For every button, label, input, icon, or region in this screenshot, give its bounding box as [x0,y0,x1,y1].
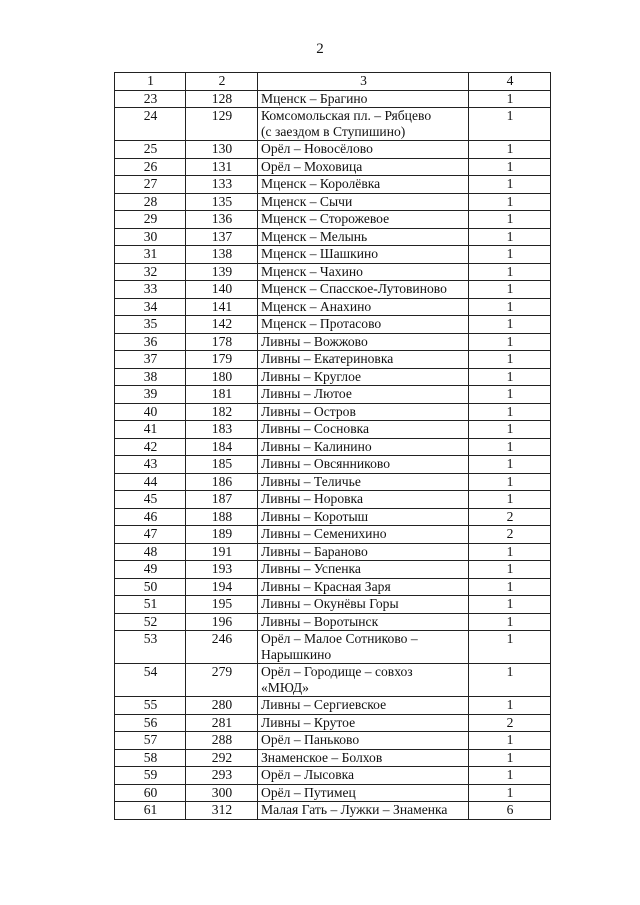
table-row [115,784,551,802]
row-number-cell: 57 [115,732,186,750]
row-number-cell: 45 [115,491,186,509]
vehicle-count-cell: 1 [469,228,551,246]
vehicle-count-cell: 2 [469,526,551,544]
table-row [115,158,551,176]
row-number-cell: 28 [115,193,186,211]
table-row [115,613,551,631]
vehicle-count-cell: 1 [469,473,551,491]
route-name-cell [258,664,469,697]
route-number-cell: 195 [186,596,258,614]
row-number-cell: 53 [115,631,186,664]
route-number-cell: 187 [186,491,258,509]
route-number-cell: 130 [186,141,258,159]
route-name-line: Орёл – Путимец [261,784,356,800]
route-name-cell [258,368,469,386]
route-name-line: Ливны – Остров [261,403,356,419]
vehicle-count-cell: 1 [469,491,551,509]
vehicle-count-cell: 1 [469,456,551,474]
vehicle-count-cell: 1 [469,211,551,229]
row-number-cell: 52 [115,613,186,631]
route-name-line: Ливны – Семенихино [261,526,387,541]
row-number-cell: 29 [115,211,186,229]
row-number-cell: 25 [115,141,186,159]
vehicle-count-cell: 1 [469,578,551,596]
table-row [115,508,551,526]
route-number-cell: 141 [186,298,258,316]
route-number-cell: 179 [186,351,258,369]
route-number-cell: 188 [186,508,258,526]
route-name-line: Орёл – Новосёлово [261,141,373,156]
route-name-line: Ливны – Окунёвы Горы [261,596,399,611]
route-name-line: Мценск – Сычи [261,193,353,209]
route-name-line: Ливны – Коротыш [261,508,369,524]
route-name-line: Орёл – Лысовка [261,767,355,782]
route-number-cell: 194 [186,578,258,596]
vehicle-count-cell: 1 [469,176,551,194]
row-number-cell: 43 [115,456,186,474]
route-name-line: Мценск – Спасское-Лутовиново [261,281,447,296]
table-row [115,228,551,246]
route-name-cell [258,631,469,664]
route-name-cell [258,108,469,141]
route-name-line: Ливны – Овсянниково [261,456,391,471]
route-name-line: Ливны – Круглое [261,368,362,384]
route-name-cell [258,613,469,631]
table-row [115,438,551,456]
route-number-cell: 196 [186,613,258,631]
route-name-line: Ливны – Бараново [261,543,368,559]
row-number-cell: 61 [115,802,186,820]
route-number-cell: 193 [186,561,258,579]
route-number-cell: 186 [186,473,258,491]
table-row [115,596,551,614]
route-number-cell: 128 [186,90,258,108]
route-name-cell [258,473,469,491]
table-row [115,473,551,491]
row-number-cell: 37 [115,351,186,369]
vehicle-count-cell: 1 [469,403,551,421]
table-row [115,108,551,141]
row-number-cell: 41 [115,421,186,439]
row-number-cell: 33 [115,281,186,299]
row-number-cell: 35 [115,316,186,334]
vehicle-count-cell: 1 [469,767,551,785]
vehicle-count-cell: 1 [469,281,551,299]
route-name-cell [258,193,469,211]
route-name-cell [258,578,469,596]
table-row [115,456,551,474]
route-name-line: Ливны – Екатериновка [261,351,394,366]
route-name-cell [258,333,469,351]
route-number-cell: 293 [186,767,258,785]
table-row [115,403,551,421]
route-number-cell: 133 [186,176,258,194]
route-name-cell [258,403,469,421]
row-number-cell: 55 [115,697,186,715]
route-number-cell: 312 [186,802,258,820]
vehicle-count-cell: 2 [469,714,551,732]
table-row [115,368,551,386]
route-name-line: Мценск – Протасово [261,316,382,331]
route-name-line: Малая Гать – Лужки – Знаменка [261,802,448,817]
route-name-cell [258,596,469,614]
vehicle-count-cell: 1 [469,732,551,750]
vehicle-count-cell: 1 [469,386,551,404]
route-name-line: Ливны – Норовка [261,491,363,506]
row-number-cell: 47 [115,526,186,544]
route-number-cell: 182 [186,403,258,421]
route-name-line: Мценск – Шашкино [261,246,379,261]
row-number-cell: 24 [115,108,186,141]
route-name-cell [258,561,469,579]
table-row [115,351,551,369]
route-name-line: Ливны – Теличье [261,473,361,489]
route-number-cell: 300 [186,784,258,802]
vehicle-count-cell: 1 [469,561,551,579]
row-number-cell: 27 [115,176,186,194]
row-number-cell: 54 [115,664,186,697]
route-number-cell: 191 [186,543,258,561]
vehicle-count-cell: 1 [469,664,551,697]
table-row [115,211,551,229]
row-number-cell: 56 [115,714,186,732]
table-row [115,631,551,664]
vehicle-count-cell: 1 [469,697,551,715]
route-number-cell: 292 [186,749,258,767]
table-row [115,193,551,211]
table-row [115,298,551,316]
row-number-cell: 23 [115,90,186,108]
table-row [115,281,551,299]
vehicle-count-cell: 1 [469,438,551,456]
route-name-cell [258,158,469,176]
route-number-cell: 142 [186,316,258,334]
route-number-cell: 136 [186,211,258,229]
route-name-line: Ливны – Успенка [261,561,361,576]
row-number-cell: 59 [115,767,186,785]
route-name-cell [258,298,469,316]
row-number-cell: 48 [115,543,186,561]
table-row [115,749,551,767]
vehicle-count-cell: 2 [469,508,551,526]
route-number-cell: 246 [186,631,258,664]
vehicle-count-cell: 1 [469,90,551,108]
vehicle-count-cell: 1 [469,316,551,334]
vehicle-count-cell: 1 [469,333,551,351]
route-name-cell [258,211,469,229]
route-name-cell [258,141,469,159]
row-number-cell: 42 [115,438,186,456]
route-name-line: Орёл – Малое Сотниково – [261,631,418,646]
table-header-row [115,73,551,91]
route-name-cell [258,316,469,334]
vehicle-count-cell: 1 [469,368,551,386]
route-name-cell [258,526,469,544]
vehicle-count-cell: 1 [469,108,551,141]
table-row [115,333,551,351]
table-row [115,543,551,561]
table-row [115,316,551,334]
table-row [115,176,551,194]
header-cell-2: 2 [186,73,258,91]
route-name-cell [258,263,469,281]
table-row [115,263,551,281]
table-row [115,561,551,579]
route-number-cell: 129 [186,108,258,141]
route-name-line: Ливны – Вожжово [261,333,368,349]
row-number-cell: 38 [115,368,186,386]
route-name-cell [258,491,469,509]
vehicle-count-cell: 1 [469,158,551,176]
route-name-line: Мценск – Сторожевое [261,211,390,226]
route-name-cell [258,90,469,108]
table-row [115,90,551,108]
table-row [115,246,551,264]
route-name-cell [258,438,469,456]
route-name-line: Комсомольская пл. – Рябцево [261,108,432,123]
route-number-cell: 138 [186,246,258,264]
table-row [115,732,551,750]
table-row [115,526,551,544]
table-row [115,767,551,785]
route-name-line: Мценск – Чахино [261,263,363,279]
header-cell-4: 4 [469,73,551,91]
route-number-cell: 139 [186,263,258,281]
route-number-cell: 178 [186,333,258,351]
route-name-line: Мценск – Анахино [261,298,372,314]
vehicle-count-cell: 1 [469,613,551,631]
route-name-cell [258,732,469,750]
row-number-cell: 44 [115,473,186,491]
row-number-cell: 34 [115,298,186,316]
route-name-cell [258,176,469,194]
row-number-cell: 36 [115,333,186,351]
route-name-cell [258,543,469,561]
vehicle-count-cell: 1 [469,298,551,316]
route-name-cell [258,784,469,802]
vehicle-count-cell: 1 [469,543,551,561]
route-number-cell: 185 [186,456,258,474]
route-name-cell [258,351,469,369]
vehicle-count-cell: 1 [469,263,551,281]
route-number-cell: 279 [186,664,258,697]
route-name-line: (с заездом в Ступишино) [261,124,406,139]
table-row [115,421,551,439]
route-name-cell [258,246,469,264]
table-row [115,697,551,715]
route-name-cell [258,386,469,404]
route-name-line: Орёл – Паньково [261,732,360,747]
table-row [115,386,551,404]
route-name-cell [258,228,469,246]
row-number-cell: 60 [115,784,186,802]
route-name-line: Ливны – Сергиевское [261,697,387,712]
row-number-cell: 51 [115,596,186,614]
table-row [115,802,551,820]
route-name-cell [258,456,469,474]
route-name-line: Мценск – Брагино [261,90,368,106]
vehicle-count-cell: 1 [469,631,551,664]
vehicle-count-cell: 1 [469,421,551,439]
route-name-line: Ливны – Лютое [261,386,352,401]
vehicle-count-cell: 1 [469,141,551,159]
route-number-cell: 280 [186,697,258,715]
vehicle-count-cell: 1 [469,246,551,264]
row-number-cell: 39 [115,386,186,404]
route-number-cell: 140 [186,281,258,299]
route-number-cell: 183 [186,421,258,439]
route-name-cell [258,281,469,299]
routes-table-body [115,73,551,820]
route-name-cell [258,697,469,715]
vehicle-count-cell: 1 [469,784,551,802]
route-name-line: Орёл – Моховица [261,158,363,174]
route-name-line: Ливны – Красная Заря [261,578,391,594]
row-number-cell: 31 [115,246,186,264]
table-row [115,664,551,697]
route-name-cell [258,421,469,439]
route-number-cell: 189 [186,526,258,544]
route-name-line: Орёл – Городище – совхоз [261,664,413,679]
route-name-cell [258,802,469,820]
route-name-line: Мценск – Мелынь [261,228,368,244]
row-number-cell: 32 [115,263,186,281]
route-number-cell: 135 [186,193,258,211]
header-cell-1: 1 [115,73,186,91]
route-number-cell: 281 [186,714,258,732]
route-name-cell [258,767,469,785]
route-name-line: Нарышкино [261,647,332,662]
routes-table [114,72,551,820]
vehicle-count-cell: 1 [469,351,551,369]
table-row [115,491,551,509]
route-number-cell: 137 [186,228,258,246]
route-name-line: «МЮД» [261,680,309,695]
row-number-cell: 30 [115,228,186,246]
row-number-cell: 50 [115,578,186,596]
table-row [115,714,551,732]
route-number-cell: 180 [186,368,258,386]
route-number-cell: 181 [186,386,258,404]
row-number-cell: 46 [115,508,186,526]
route-name-line: Ливны – Калинино [261,438,372,454]
route-name-line: Знаменское – Болхов [261,749,383,765]
vehicle-count-cell: 1 [469,193,551,211]
table-row [115,578,551,596]
header-cell-3: 3 [258,73,469,91]
row-number-cell: 58 [115,749,186,767]
route-name-cell [258,749,469,767]
row-number-cell: 49 [115,561,186,579]
row-number-cell: 40 [115,403,186,421]
route-number-cell: 131 [186,158,258,176]
vehicle-count-cell: 1 [469,749,551,767]
vehicle-count-cell: 1 [469,596,551,614]
table-row [115,141,551,159]
route-name-line: Ливны – Сосновка [261,421,370,436]
vehicle-count-cell: 6 [469,802,551,820]
page-number: 2 [316,41,324,57]
route-name-line: Ливны – Крутое [261,714,356,730]
route-number-cell: 184 [186,438,258,456]
route-name-cell [258,508,469,526]
route-name-line: Мценск – Королёвка [261,176,381,191]
route-number-cell: 288 [186,732,258,750]
route-name-line: Ливны – Воротынск [261,613,379,629]
route-name-cell [258,714,469,732]
row-number-cell: 26 [115,158,186,176]
